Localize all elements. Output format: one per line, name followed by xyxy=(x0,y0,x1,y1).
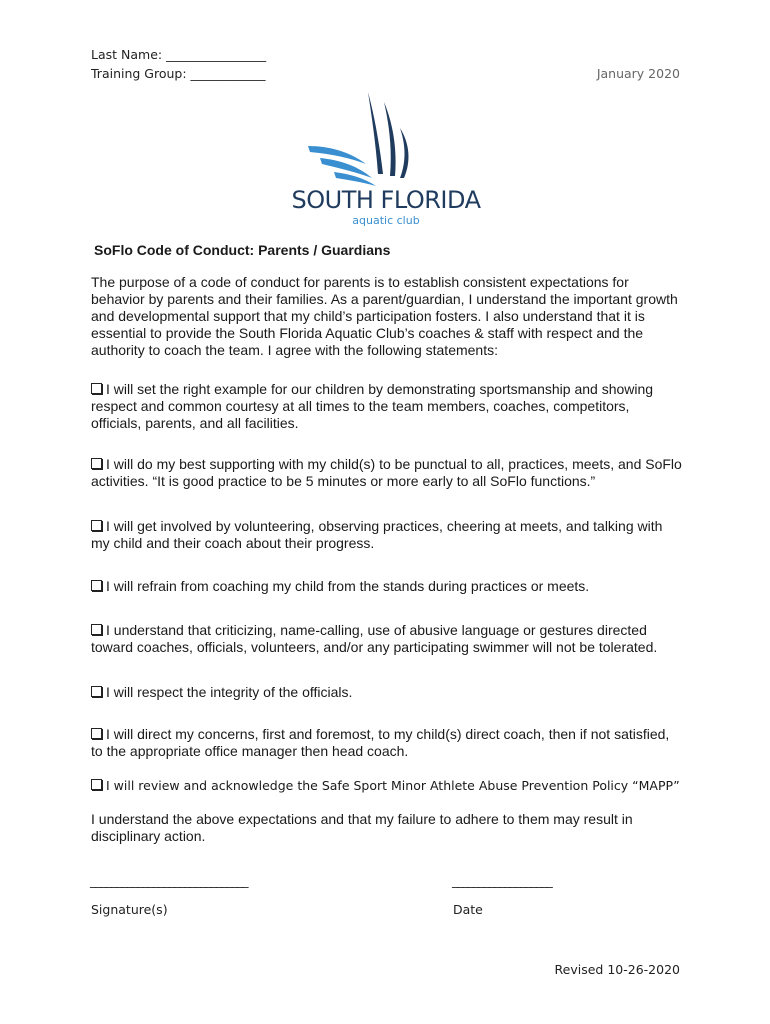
checkbox[interactable] xyxy=(91,728,102,739)
statement-text: I will direct my concerns, first and foremost, to my child(s) direct coach, then if not satisfied, to the appropriate office manager then head coach. xyxy=(91,726,670,759)
statement-item xyxy=(91,518,683,552)
statement-text: I will do my best supporting with my child(s) to be punctual to all, practices, meets, and SoFlo activities. “It is good practice to be 5 minutes or more early to all SoFlo functions.” xyxy=(91,456,682,489)
checkbox[interactable] xyxy=(91,458,102,469)
last-name-field[interactable]: Last Name: ________________ xyxy=(91,47,267,62)
statement-text: I will set the right example for our children by demonstrating sportsmanship and showing respect and common courtesy at all times to the team members, coaches, competitors, officials, parents, and all facilities. xyxy=(91,381,654,431)
statement-text: I understand that criticizing, name-calling, use of abusive language or gestures directed toward coaches, officials, volunteers, and/or any participating swimmer will not be tolerated. xyxy=(91,622,658,655)
statement-text: I will respect the integrity of the officials. xyxy=(106,684,353,700)
document-date: January 2020 xyxy=(596,66,680,81)
checkbox[interactable] xyxy=(91,624,102,635)
statement-item xyxy=(91,456,683,490)
page-title: SoFlo Code of Conduct: Parents / Guardians xyxy=(94,242,391,258)
statement-item xyxy=(91,381,683,432)
statement-item xyxy=(91,622,683,656)
signature-label: Signature(s) xyxy=(91,902,168,917)
checkbox[interactable] xyxy=(91,686,102,697)
logo-sail-3 xyxy=(400,128,409,178)
checkbox[interactable] xyxy=(91,520,102,531)
date-line[interactable]: ___________________ xyxy=(452,873,552,888)
checkbox[interactable] xyxy=(91,779,102,790)
revision-note: Revised 10-26-2020 xyxy=(554,962,680,977)
checkbox[interactable] xyxy=(91,580,102,591)
logo-wave-3 xyxy=(334,172,376,186)
statement-text: I will refrain from coaching my child from the stands during practices or meets. xyxy=(106,578,590,594)
statement-text: I will review and acknowledge the Safe Sport Minor Athlete Abuse Prevention Policy “MAPP” xyxy=(106,778,680,793)
logo-sail-1 xyxy=(368,92,383,174)
statement-item xyxy=(91,777,683,794)
intro-paragraph: The purpose of a code of conduct for parents is to establish consistent expectations for behavior by parents and their families. As a parent/guardian, I understand the important growth and developmental support that my child’s participation fosters. I also understand that it is essential to provide the South Florida Aquatic Club’s coaches & staff with respect and the authority to coach the team. I agree with the following statements: xyxy=(91,274,678,358)
statement-item xyxy=(91,684,683,701)
logo-subtitle: aquatic club xyxy=(352,214,420,227)
statement-item xyxy=(91,726,683,760)
checkbox[interactable] xyxy=(91,383,102,394)
logo-sail-2 xyxy=(384,102,396,176)
signature-line[interactable]: ______________________________ xyxy=(90,873,248,888)
date-label: Date xyxy=(453,902,483,917)
south-florida-aquatic-club-logo xyxy=(280,88,492,228)
training-group-field[interactable]: Training Group: ____________ xyxy=(91,66,266,81)
logo-name: SOUTH FLORIDA xyxy=(291,186,481,214)
statement-text: I will get involved by volunteering, observing practices, cheering at meets, and talking with my child and their coach about their progress. xyxy=(91,518,663,551)
statement-item xyxy=(91,578,683,595)
closing-paragraph: I understand the above expectations and that my failure to adhere to them may result in disciplinary action. xyxy=(91,811,633,844)
